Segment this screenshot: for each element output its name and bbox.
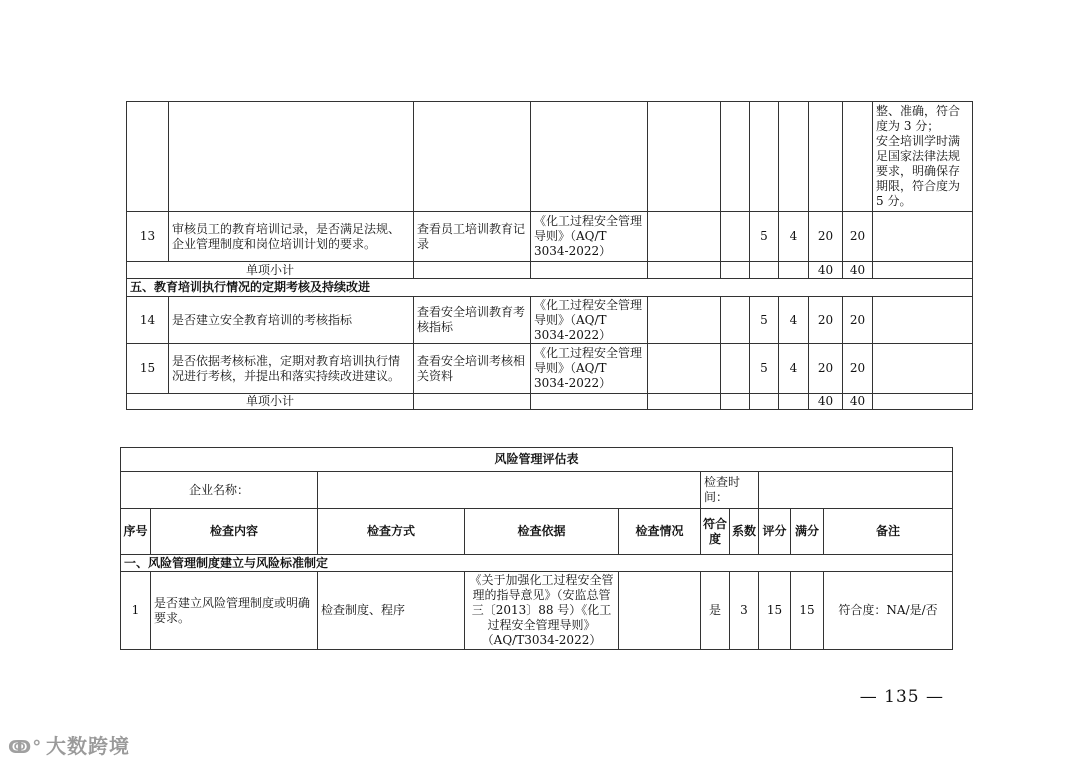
check-basis: 《化工过程安全管理导则》（AQ/T 3034-2022） [531, 344, 648, 394]
header-score: 评分 [759, 509, 791, 555]
check-basis: 《化工过程安全管理导则》（AQ/T 3034-2022） [531, 297, 648, 344]
table-row [121, 572, 953, 650]
score: 15 [759, 572, 791, 650]
header-conform: 符合度 [701, 509, 730, 555]
watermark-text: 大数跨境 [46, 734, 130, 758]
score: 20 [809, 297, 843, 344]
continued-row [127, 102, 973, 212]
header-row [121, 509, 953, 555]
check-method: 查看员工培训教育记录 [414, 212, 531, 262]
check-method: 检查制度、程序 [318, 572, 465, 650]
section-title: 一、风险管理制度建立与风险标准制定 [121, 555, 953, 572]
table-row [127, 344, 973, 394]
coef: 3 [730, 572, 759, 650]
subtotal-full: 40 [843, 262, 873, 279]
header-full: 满分 [791, 509, 824, 555]
full-score: 15 [791, 572, 824, 650]
section-title: 五、教育培训执行情况的定期考核及持续改进 [127, 279, 973, 297]
row-number: 14 [127, 297, 169, 344]
score: 20 [809, 344, 843, 394]
header-method: 检查方式 [318, 509, 465, 555]
coef2: 4 [779, 212, 809, 262]
table-row [127, 297, 973, 344]
coef1: 5 [750, 344, 779, 394]
check-content: 是否建立安全教育培训的考核指标 [169, 297, 414, 344]
header-no: 序号 [121, 509, 151, 555]
section-row [127, 279, 973, 297]
subtotal-score: 40 [809, 262, 843, 279]
subtotal-score: 40 [809, 394, 843, 410]
subtotal-label: 单项小计 [127, 262, 414, 279]
coef1: 5 [750, 212, 779, 262]
row-number: 1 [121, 572, 151, 650]
coef2: 4 [779, 344, 809, 394]
watermark [8, 730, 130, 759]
check-time-label: 检查时间： [701, 472, 759, 509]
check-method: 查看安全培训教育考核指标 [414, 297, 531, 344]
coef2: 4 [779, 297, 809, 344]
check-content: 是否建立风险管理制度或明确要求。 [151, 572, 318, 650]
check-basis: 《关于加强化工过程安全管理的指导意见》（安监总管三〔2013〕88 号）《化工过程安全管理导则》（AQ/T3034-2022） [465, 572, 619, 650]
risk-management-table [120, 447, 953, 650]
full-score: 20 [843, 212, 873, 262]
note: 符合度：NA/是/否 [824, 572, 953, 650]
page-number: — 135 — [859, 687, 944, 707]
check-content: 审核员工的教育培训记录，是否满足法规、企业管理制度和岗位培训计划的要求。 [169, 212, 414, 262]
header-situation: 检查情况 [619, 509, 701, 555]
full-score: 20 [843, 297, 873, 344]
check-time-value [759, 472, 953, 509]
company-label: 企业名称： [121, 472, 318, 509]
full-score: 20 [843, 344, 873, 394]
company-value [318, 472, 701, 509]
title-row [121, 448, 953, 472]
section-row [121, 555, 953, 572]
row-number: 13 [127, 212, 169, 262]
check-basis: 《化工过程安全管理导则》（AQ/T 3034-2022） [531, 212, 648, 262]
note-cell: 整、准确，符合度为 3 分； 安全培训学时满足国家法律法规要求，明确保存期限，符合度为 5 分。 [873, 102, 973, 212]
table-row [127, 212, 973, 262]
check-method: 查看安全培训考核相关资料 [414, 344, 531, 394]
subtotal-label: 单项小计 [127, 394, 414, 410]
header-basis: 检查依据 [465, 509, 619, 555]
training-assessment-table [126, 101, 973, 410]
company-row [121, 472, 953, 509]
subtotal-full: 40 [843, 394, 873, 410]
header-content: 检查内容 [151, 509, 318, 555]
subtotal-row [127, 262, 973, 279]
score: 20 [809, 212, 843, 262]
row-number: 15 [127, 344, 169, 394]
watermark-logo-icon: ↂ° [8, 737, 43, 758]
check-content: 是否依据考核标准，定期对教育培训执行情况进行考核，并提出和落实持续改进建议。 [169, 344, 414, 394]
table-title: 风险管理评估表 [121, 448, 953, 472]
conform: 是 [701, 572, 730, 650]
subtotal-row [127, 394, 973, 410]
coef1: 5 [750, 297, 779, 344]
header-note: 备注 [824, 509, 953, 555]
header-coef: 系数 [730, 509, 759, 555]
